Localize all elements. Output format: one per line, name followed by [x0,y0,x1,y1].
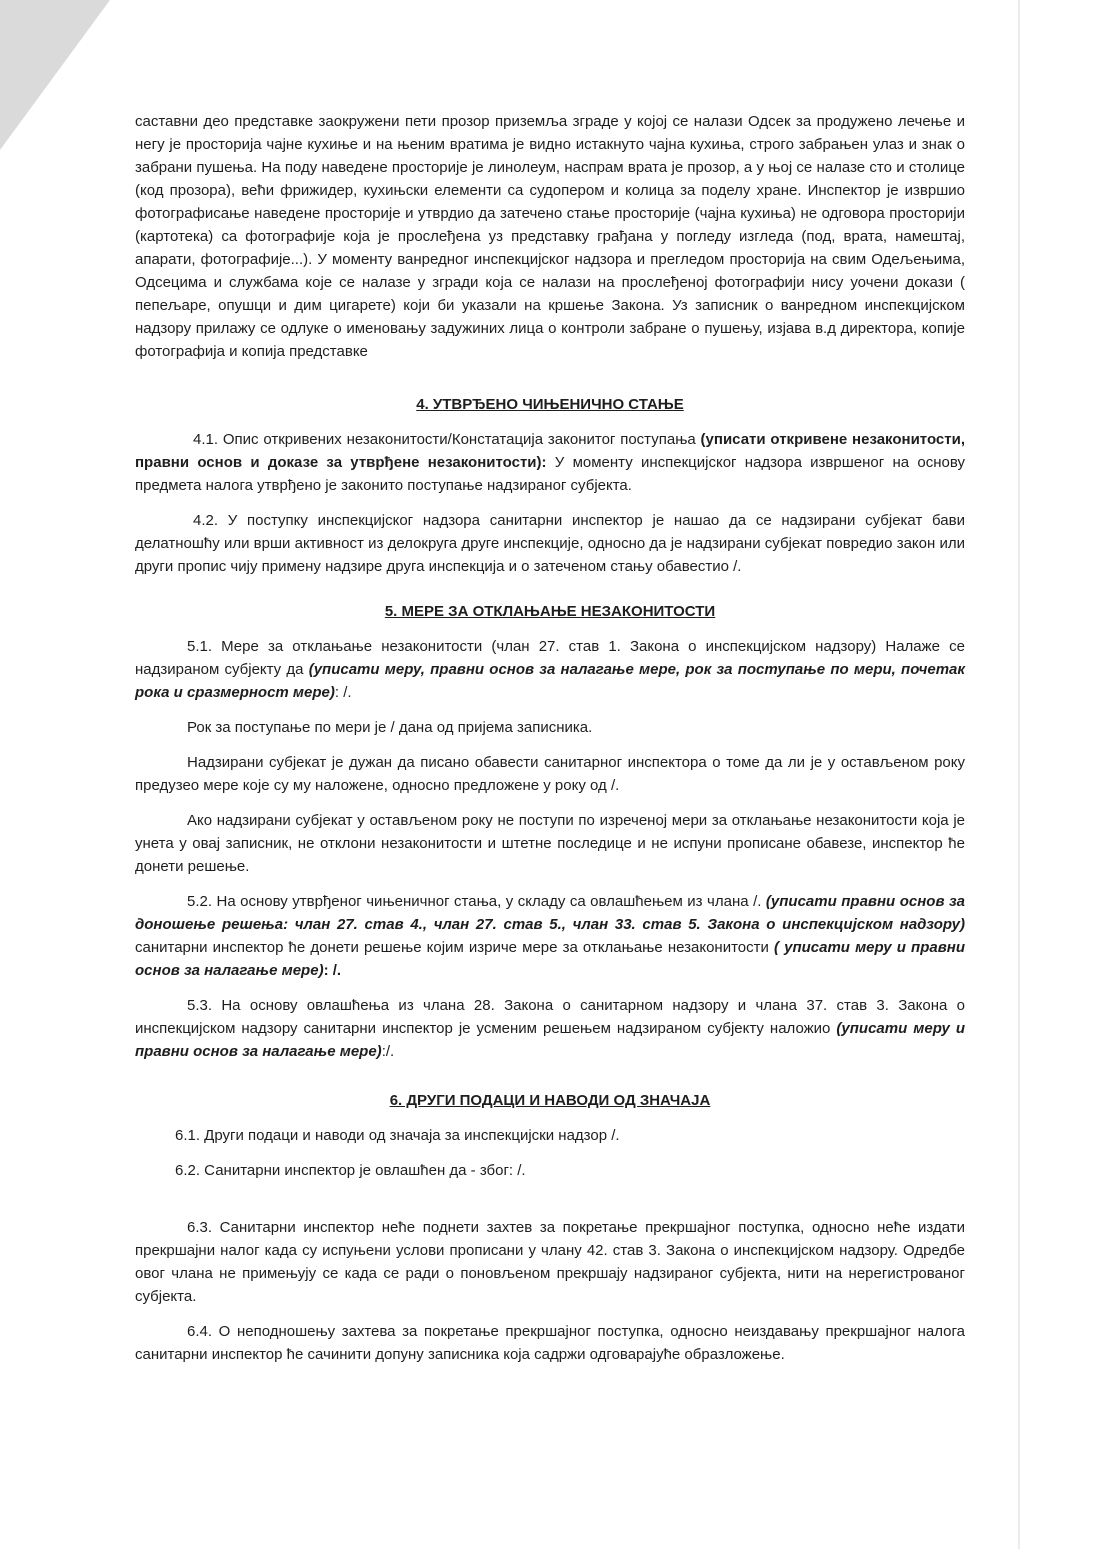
section-5-deadline-paragraph: Рок за поступање по мери је / дана од пријема записника. [187,719,593,736]
section-4-1-text-a: 4.1. Опис откривених незаконитости/Констатација законитог поступања [193,431,701,448]
section-5-2-text-d: ( уписати меру и правни основ за налагање мере) [135,939,966,979]
document-page [135,110,965,1366]
section-5-3-text-b: (уписати меру и правни основ за налагање мере) [135,1020,965,1060]
section-5-3-text-c: :/. [381,1043,395,1060]
section-6-3-paragraph: 6.3. Санитарни инспектор неће поднети захтев за покретање прекршајног поступка, односно неће издати прекршајни налог када су испуњени услови прописани у члану 42. став 3. Закона о инспекцијском надзору. Одредбе овог члана не примењују се када се ради о поновљеном прекршају надзираног субјекта, нити на нерегистрованог субјекта. [135,1219,965,1305]
scan-shadow-corner [0,0,110,150]
section-4-1-text-b: (уписати откривене незаконитости, правни основ и доказе за утврђене незаконитости): [135,431,965,471]
section-5-2-text-a: 5.2. На основу утврђеног чињеничног стања, у складу са овлашћењем из члана /. [187,893,766,910]
scan-edge-line [1018,0,1020,1549]
section-5-1-paragraph [135,635,965,704]
section-6-heading: 6. ДРУГИ ПОДАЦИ И НАВОДИ ОД ЗНАЧАЈА [389,1092,711,1109]
section-5-3-paragraph [135,994,965,1063]
intro-paragraph: саставни део представке заокружени пети прозор приземља зграде у којој се налази Одсек за продужено лечење и негу је просторија чајне кухиње и на њеним вратима је видно истакнуто чајна кухиња, строго забрањен улаз и знак о забрани пушења. На поду наведене просторије је линолеум, наспрам врата је прозор, а у њој се налазе сто и столице (код прозора), већи фрижидер, кухињски елементи са судопером и колица за поделу хране. Инспектор је извршио фотографисање наведене просторије и утврдио да затечено стање просторије (чајна кухиња) не одговора просторији (картотека) са фотографије која је прослеђена уз представку грађана у погледу изгледа (под, врата, намештај, апарати, фотографије...). У моменту ванредног инспекцијског надзора и прегледом просторија на свим Одељењима, Одсецима и службама које се налазе у згради која се налази на прослеђеној фотографији нису уочени докази ( пепељаре, опушци и дим цигарете) који би указали на кршење Закона. Уз записник о ванредном инспекцијском надзору прилажу се одлуке о именовању задужиних лица о контроли забране о пушењу, изјава в.д директора, копије фотографија и копија представке [135,113,965,360]
section-5-2-paragraph [135,890,965,982]
section-5-1-text-c: : /. [334,684,352,701]
section-5-3-text-a: 5.3. На основу овлашћења из члана 28. Закона о санитарном надзору и члана 37. став 3. Закона о инспекцијском надзору санитарни инспектор је усменим решењем надзираном субјекту наложио [135,997,965,1037]
section-5-1-text-b: (уписати меру, правни основ за налагање мере, рок за поступање по мери, почетак рока и сразмерност мере) [135,661,965,701]
section-4-2-paragraph: 4.2. У поступку инспекцијског надзора санитарни инспектор је нашао да се надзирани субјекат бави делатношћу или врши активност из делокруга друге инспекције, односно да је надзирани субјекат повредио закон или други пропис чију примену надзире друга инспекција и о затеченом стању обавестио /. [135,512,965,575]
section-4-heading: 4. УТВРЂЕНО ЧИЊЕНИЧНО СТАЊЕ [416,396,684,413]
section-5-obligation-paragraph: Надзирани субјекат је дужан да писано обавести санитарног инспектора о томе да ли је у остављеном року предузео мере које су му наложене, односно предложене у року од /. [135,754,965,794]
section-5-2-text-b: (уписати правни основ за доношење решења: члан 27. став 4., члан 27. став 5., члан 33. став 5. Закона о инспекцијском надзору) [135,893,965,933]
section-6-1-paragraph: 6.1. Други подаци и наводи од значаја за инспекцијски надзор /. [175,1127,620,1144]
section-5-2-text-c: санитарни инспектор ће донети решење којим изриче мере за отклањање незаконитости [135,939,774,956]
section-4-1-paragraph [135,428,965,497]
section-4-1-text-c: У моменту инспекцијског надзора извршеног на основу предмета налога утврђено је законито поступање надзираног субјекта. [135,454,965,494]
section-5-noncompliance-paragraph: Ако надзирани субјекат у остављеном року не поступи по изреченој мери за отклањање незаконитости која је унета у овај записник, не отклони незаконитости и штетне последице и не испуни прописане обавезе, инспектор ће донети решење. [135,812,965,875]
section-5-2-text-e: : /. [323,962,342,979]
section-6-4-paragraph: 6.4. О неподношењу захтева за покретање прекршајног поступка, односно неиздавању прекршајног налога санитарни инспектор ће сачинити допуну записника која садржи одговарајуће образложење. [135,1323,965,1363]
section-5-1-text-a: 5.1. Мере за отклањање незаконитости (члан 27. став 1. Закона о инспекцијском надзору) Налаже се надзираном субјекту да [135,638,965,678]
section-6-2-paragraph: 6.2. Санитарни инспектор је овлашћен да - због: /. [175,1162,526,1179]
section-5-heading: 5. МЕРЕ ЗА ОТКЛАЊАЊЕ НЕЗАКОНИТОСТИ [384,603,716,620]
